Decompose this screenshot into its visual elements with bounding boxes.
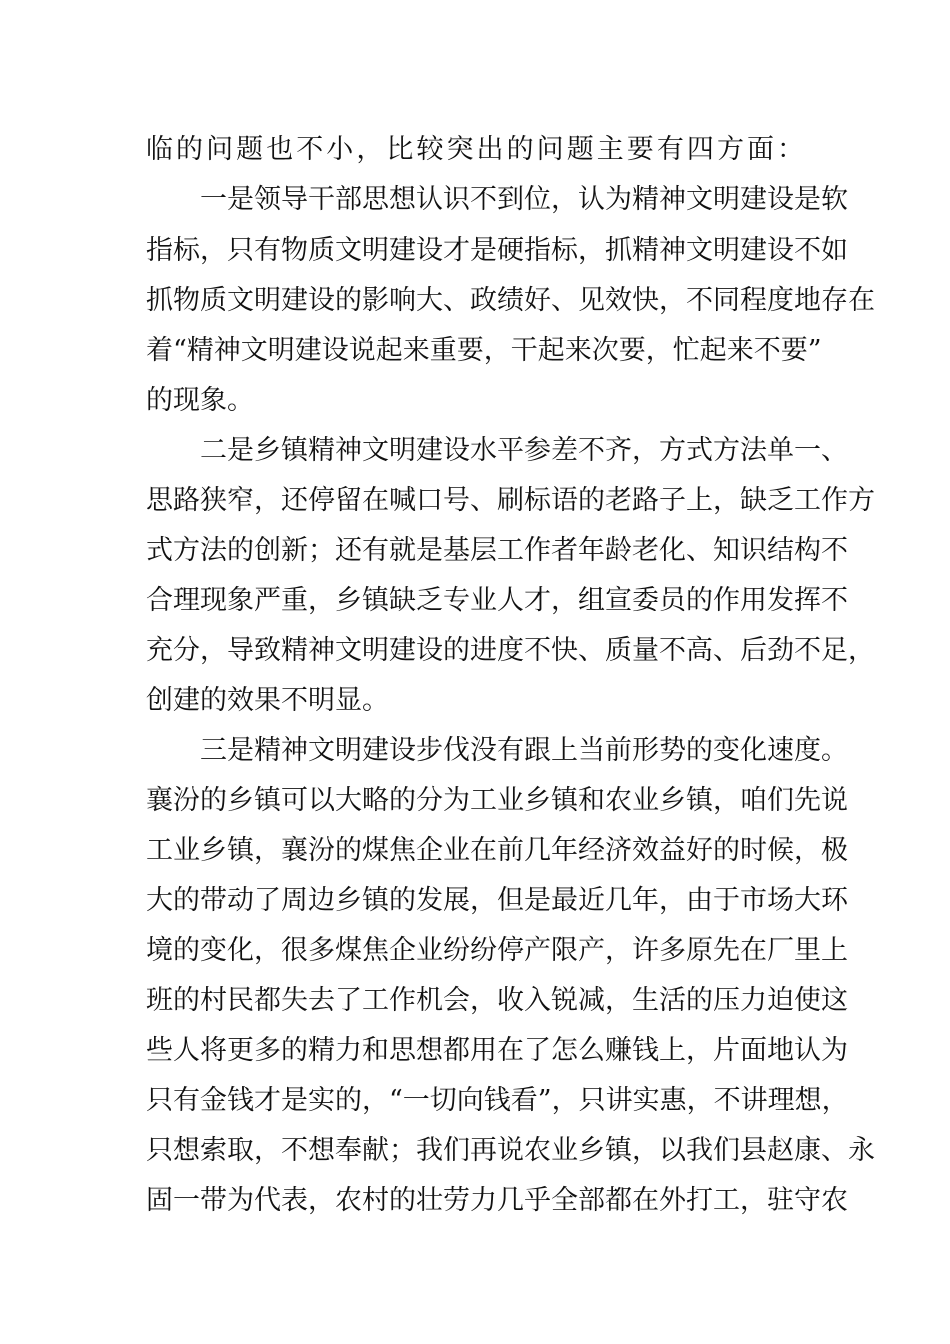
text-line: 的现象。 bbox=[146, 385, 254, 416]
text-line: 充分，导致精神文明建设的进度不快、质量不高、后劲不足， bbox=[146, 635, 875, 666]
text-line: 抓物质文明建设的影响大、政绩好、见效快，不同程度地存在 bbox=[146, 285, 875, 316]
text-line: 固一带为代表，农村的壮劳力几乎全部都在外打工，驻守农 bbox=[146, 1185, 848, 1216]
text-line: 只有金钱才是实的，“一切向钱看”，只讲实惠，不讲理想， bbox=[146, 1085, 849, 1116]
text-line: 合理现象严重，乡镇缺乏专业人才，组宣委员的作用发挥不 bbox=[146, 585, 848, 616]
text-line: 班的村民都失去了工作机会，收入锐减，生活的压力迫使这 bbox=[146, 985, 848, 1016]
text-line: 只想索取，不想奉献；我们再说农业乡镇，以我们县赵康、永 bbox=[146, 1135, 875, 1166]
text-line: 创建的效果不明显。 bbox=[146, 685, 389, 716]
text-line: 工业乡镇，襄汾的煤焦企业在前几年经济效益好的时候，极 bbox=[146, 835, 848, 866]
text-line: 境的变化，很多煤焦企业纷纷停产限产，许多原先在厂里上 bbox=[146, 935, 848, 966]
paragraph-3-first-line: 三是精神文明建设步伐没有跟上当前形势的变化速度。 bbox=[200, 735, 848, 766]
text-line: 襄汾的乡镇可以大略的分为工业乡镇和农业乡镇，咱们先说 bbox=[146, 785, 848, 816]
text-line: 大的带动了周边乡镇的发展，但是最近几年，由于市场大环 bbox=[146, 885, 848, 916]
paragraph-2-first-line: 二是乡镇精神文明建设水平参差不齐，方式方法单一、 bbox=[200, 435, 848, 466]
text-line: 式方法的创新；还有就是基层工作者年龄老化、知识结构不 bbox=[146, 535, 848, 566]
text-line: 临的问题也不小，比较突出的问题主要有四方面： bbox=[146, 134, 808, 165]
text-line: 思路狭窄，还停留在喊口号、刷标语的老路子上，缺乏工作方 bbox=[146, 485, 875, 516]
text-line: 指标，只有物质文明建设才是硬指标，抓精神文明建设不如 bbox=[146, 235, 848, 266]
text-line: 些人将更多的精力和思想都用在了怎么赚钱上，片面地认为 bbox=[146, 1035, 848, 1066]
paragraph-1-first-line: 一是领导干部思想认识不到位，认为精神文明建设是软 bbox=[200, 184, 848, 215]
text-line: 着“精神文明建设说起来重要，干起来次要，忙起来不要” bbox=[146, 335, 822, 366]
